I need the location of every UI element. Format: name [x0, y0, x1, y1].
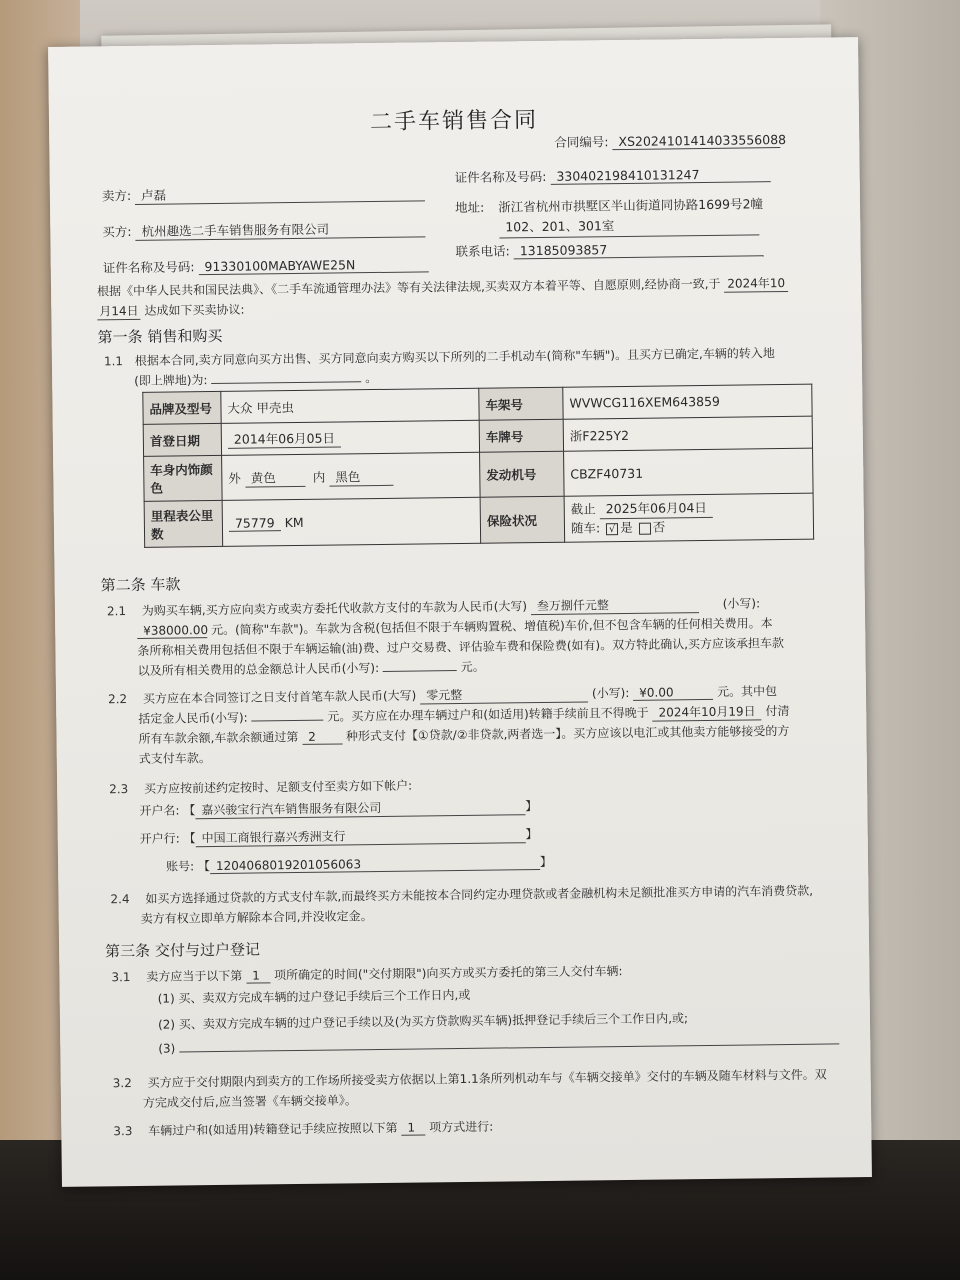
clause-2-1-end: 元。	[460, 659, 485, 674]
clause-3-3-number: 3.3	[113, 1124, 133, 1139]
intro-date-b: 月14日	[97, 302, 140, 321]
clause-2-1-text-b: 元。(简称"车款")。车款为含税(包括但不限于车辆购置税、增值税)车价,但不包含车辆的任何相关费用。本	[210, 616, 773, 638]
clause-2-2-text-a: 买方应在本合同签订之日支付首笔车款人民币(大写)	[142, 688, 417, 706]
insurance-until-label: 截止	[570, 501, 596, 517]
buyer-value: 杭州趣选二手车销售服务有限公司	[135, 218, 425, 241]
clause-2-1-line-4	[138, 658, 485, 679]
clause-3-1	[111, 962, 622, 985]
clause-2-4-line-2: 卖方有权立即单方解除本合同,并没收定金。	[140, 909, 373, 926]
clause-2-1-text-a: 为购买车辆,买方应向卖方或卖方委托代收款方支付的车款为人民币(大写)	[141, 599, 528, 618]
address-block	[455, 194, 763, 239]
int-color-label: 内	[312, 469, 326, 485]
total-amount-blank	[383, 670, 457, 672]
yes-label: 是	[620, 519, 633, 536]
ext-color-value: 黄色	[245, 467, 305, 487]
reg-date-label: 首登日期	[143, 423, 221, 456]
transfer-option: 1	[401, 1120, 425, 1135]
delivery-option: 1	[246, 968, 270, 983]
intro-text: 根据《中华人民共和国民法典》、《二手车流通管理办法》等有关法律法规,买卖双方本着平等、自愿原则,经协商一致,于	[96, 276, 721, 299]
clause-2-3	[109, 777, 412, 798]
buyer-id-row	[103, 254, 429, 276]
clause-3-3-text-a: 车辆过户和(如适用)转籍登记手续应按照以下第	[148, 1120, 398, 1138]
clause-2-2-text-b-end: 付清	[765, 703, 790, 719]
clause-2-2-text-c2: 种形式支付【①贷款/②非贷款,两者选一】。买方应该以电汇或其他卖方能够接受的方	[345, 723, 790, 744]
clause-3-1-text-b: 项所确定的时间("交付期限")向买方或买方委托的第三人交付车辆:	[273, 964, 623, 983]
clause-1-1	[104, 344, 775, 369]
article-1-title: 第一条 销售和购买	[97, 326, 223, 347]
down-payment-small-label: (小写):	[591, 685, 630, 701]
vin-value: WVWCG116XEM643859	[563, 384, 812, 419]
with-car-label: 随车:	[570, 520, 601, 536]
account-name-row	[139, 797, 537, 820]
seller-id-label: 证件名称及号码:	[454, 168, 547, 186]
article-3-title: 第三条 交付与过户登记	[105, 940, 260, 961]
clause-3-2-line-2: 方完成交付后,应当签署《车辆交接单》。	[142, 1093, 357, 1110]
clause-2-3-text: 买方应按前述约定按时、足额支付至卖方如下帐户:	[143, 778, 413, 796]
contract-title: 二手车销售合同	[369, 108, 539, 136]
ext-color-label: 外	[228, 470, 241, 486]
clause-3-1-option-2-text: (2) 买、卖双方完成车辆的过户登记手续以及(为买方贷款购买车辆)抵押登记手续后三个工作日内,或;	[157, 1011, 689, 1032]
clause-3-1-number: 3.1	[111, 970, 131, 985]
intro-line-2	[97, 301, 244, 321]
address-line-2: 102、201、301室	[499, 214, 759, 238]
clause-2-1-number: 2.1	[106, 604, 127, 619]
price-amount: ¥38000.00	[137, 623, 207, 639]
color-label: 车身内饰颜色	[144, 455, 223, 501]
clause-2-2-text-a-end: 元。其中包	[716, 684, 778, 699]
bracket-left: 【	[183, 831, 196, 846]
clause-3-3-text-b: 项方式进行:	[429, 1119, 494, 1135]
clause-1-1-end: 。	[365, 370, 378, 386]
clause-2-1-line-3: 条所称相关费用包括但不限于车辆运输(油)费、过户交易费、评估验车费和保险费(如有)。双方特此确认,买方应该承担车款	[137, 636, 785, 658]
mileage-value: 75779	[229, 515, 281, 532]
buyer-id-label: 证件名称及号码:	[102, 259, 195, 276]
seller-id-value: 330402198410131247	[550, 166, 770, 185]
plate-label: 车牌号	[479, 419, 563, 452]
buyer-id-value: 91330100MABYAWE25N	[198, 256, 428, 275]
insurance-label: 保险状况	[480, 496, 565, 543]
clause-2-2-number: 2.2	[107, 692, 128, 707]
bracket-right: 】	[539, 854, 553, 870]
clause-1-1-text: 根据本合同,卖方同意向买方出售、买方同意向卖方购买以下所列的二手机动车(简称"车辆")。且买方已确定,车辆的转入地	[134, 346, 775, 368]
bracket-left: 【	[183, 803, 196, 818]
clause-3-2	[113, 1066, 827, 1092]
insurance-until-value: 2025年06月04日	[600, 499, 713, 519]
intro-end: 达成如下买卖协议:	[144, 302, 245, 318]
contract-page	[48, 37, 872, 1187]
account-number-value: 1204068019201056063	[210, 855, 540, 874]
mileage-label: 里程表公里数	[144, 500, 223, 547]
clause-2-4-number: 2.4	[110, 892, 130, 907]
table-row	[144, 493, 814, 547]
no-checkbox[interactable]	[639, 522, 651, 534]
clause-1-1-number: 1.1	[103, 354, 124, 369]
clause-2-4	[110, 882, 813, 908]
payment-method: 2	[302, 729, 342, 744]
no-label: 否	[652, 519, 666, 535]
seller-id-row	[455, 164, 771, 186]
clause-3-2-text-a: 买方应于交付期限内到卖方的工作场所接受卖方依据以上第1.1条所列机动车与《车辆交接单》交付的车辆及随车材料与文件。双	[147, 1067, 827, 1090]
clause-2-2-text-c: 所有车款余额,车款余额通过第	[138, 729, 299, 746]
price-small-label: (小写):	[722, 596, 761, 611]
clause-3-1-option-1: (1) 买、卖双方完成车辆的过户登记手续后三个工作日内,或	[157, 987, 471, 1006]
phone-value: 13185093857	[514, 240, 764, 259]
clause-1-1-line-2	[134, 369, 377, 389]
contract-number-label: 合同编号:	[554, 134, 609, 150]
clause-2-1-text-d: 以及所有相关费用的总金额总计人民币(小写):	[137, 660, 380, 678]
account-name-label: 开户名:	[139, 803, 180, 818]
bracket-right: 】	[525, 799, 538, 814]
clause-2-4-text-a: 如买方选择通过贷款的方式支付车款,而最终买方未能按本合同约定办理贷款或者金融机构未足额批准买方申请的汽车消费贷款,	[145, 883, 814, 906]
article-2-title: 第二条 车款	[100, 575, 181, 595]
bracket-left: 【	[197, 859, 211, 874]
account-number-row	[166, 853, 552, 875]
payment-deadline: 2024年10月19日	[652, 702, 761, 721]
option-3-blank	[179, 1043, 839, 1052]
reg-date-value: 2014年06月05日	[228, 428, 341, 448]
account-name-value: 嘉兴骏宝行汽车销售服务有限公司	[195, 797, 525, 819]
price-uppercase: 叁万捌仟元整	[531, 595, 699, 615]
yes-checkbox[interactable]: √	[606, 523, 618, 535]
clause-3-2-number: 3.2	[112, 1076, 132, 1091]
engine-label: 发动机号	[480, 451, 565, 497]
plate-value: 浙F225Y2	[563, 416, 812, 451]
seller-row	[102, 182, 425, 205]
buyer-label: 买方:	[102, 223, 132, 240]
contract-number-value: XS2024101414033556088	[612, 132, 780, 150]
down-payment-amount: ¥0.00	[633, 685, 713, 701]
bracket-right: 】	[525, 827, 538, 842]
buyer-row	[102, 218, 425, 241]
engine-value: CBZF40731	[564, 448, 814, 496]
brand-value: 大众 甲壳虫	[221, 388, 479, 423]
clause-3-1-option-3	[158, 1033, 839, 1055]
clause-3-1-text-a: 卖方应当于以下第	[146, 968, 243, 984]
seller-label: 卖方:	[101, 187, 132, 204]
vin-label: 车架号	[479, 387, 563, 420]
contract-number-row	[554, 130, 787, 151]
seller-value: 卢磊	[135, 182, 425, 205]
int-color-value: 黑色	[329, 466, 393, 486]
deposit-blank	[252, 720, 324, 722]
clause-2-2-text-b: 括定金人民币(小写):	[138, 710, 248, 726]
intro-date-a: 2024年10	[724, 274, 788, 293]
clause-2-2-text-b2: 元。买方应在办理车辆过户和(如适用)转籍手续前且不得晚于	[327, 705, 649, 724]
clause-2-2-line-4: 式支付车款。	[138, 751, 211, 766]
destination-blank	[211, 381, 361, 384]
clause-3-1-option-2	[158, 1009, 688, 1032]
phone-row	[455, 238, 763, 260]
clause-3-1-option-3-text: (3)	[158, 1041, 176, 1056]
brand-label: 品牌及型号	[143, 391, 221, 424]
vehicle-info-table	[142, 384, 814, 548]
clause-1-1-text-2: (即上牌地)为:	[134, 373, 208, 388]
table-row	[144, 448, 813, 501]
account-number-label: 账号:	[166, 859, 195, 874]
mileage-unit: KM	[284, 514, 304, 530]
bank-value: 中国工商银行嘉兴秀洲支行	[196, 825, 526, 847]
address-label: 地址:	[454, 199, 485, 216]
clause-2-3-number: 2.3	[109, 782, 129, 797]
bank-row	[140, 825, 538, 848]
bank-label: 开户行:	[139, 831, 180, 846]
intro-line-1	[97, 274, 788, 300]
phone-label: 联系电话:	[455, 243, 510, 260]
address-line-1: 浙江省杭州市拱墅区半山街道同协路1699号2幢	[498, 196, 764, 215]
clause-3-3	[113, 1118, 493, 1140]
down-payment-uppercase: 零元整	[420, 684, 588, 704]
